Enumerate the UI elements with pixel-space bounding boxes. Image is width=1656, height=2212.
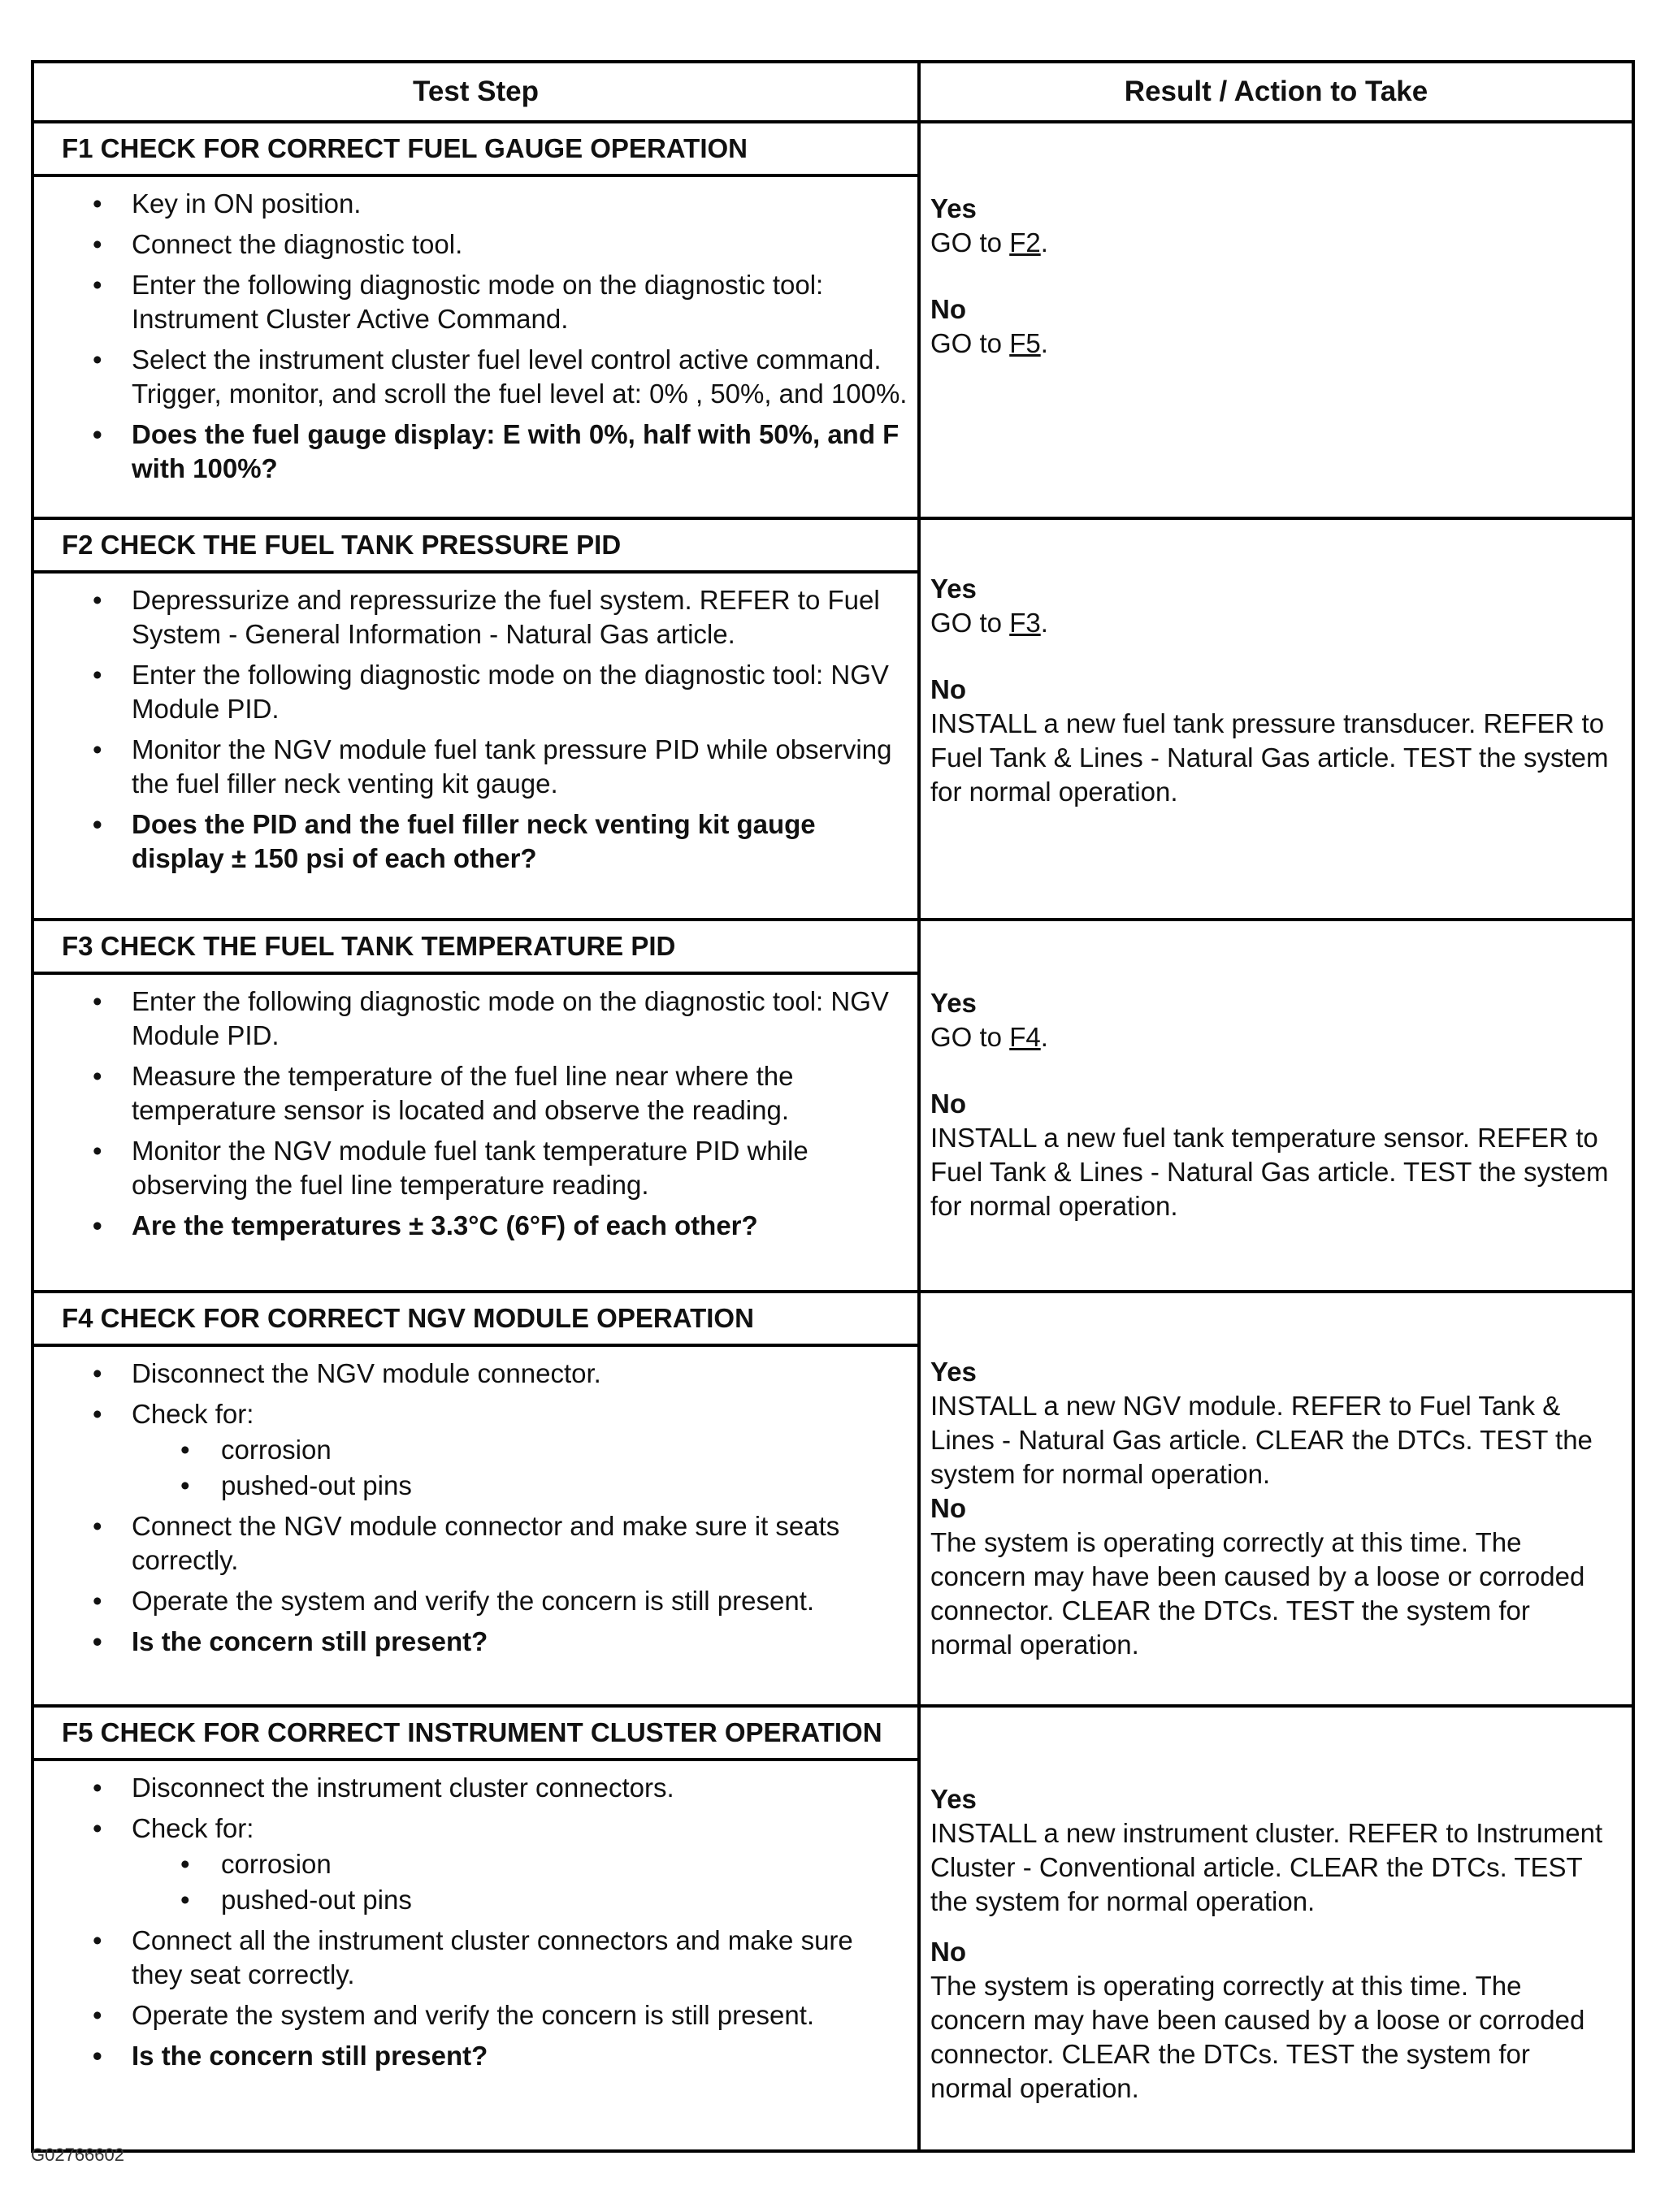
step-question: • Are the temperatures ± 3.3°C (6°F) of each other? <box>83 1209 911 1243</box>
step-subbullet: • corrosion <box>83 1847 911 1881</box>
step-subbullet: • pushed-out pins <box>83 1883 911 1917</box>
step-title: F1 CHECK FOR CORRECT FUEL GAUGE OPERATION <box>34 123 917 177</box>
step-bullet: • Connect all the instrument cluster connectors and make sure they seat correctly. <box>83 1924 911 1992</box>
step-bullet: • Disconnect the NGV module connector. <box>83 1357 911 1391</box>
table-row-f5 <box>34 1708 1632 2149</box>
no-text: The system is operating correctly at this time. The concern may have been caused by a loose or corroded connector. CLEAR the DTCs. TEST the system for normal operation. <box>930 1971 1585 2103</box>
step-bullet: • Check for: <box>83 1397 911 1431</box>
yes-label: Yes <box>930 574 977 604</box>
step-bullet: • Monitor the NGV module fuel tank temperature PID while observing the fuel line temperature reading. <box>83 1134 911 1202</box>
step-bullet: • Connect the diagnostic tool. <box>83 227 911 262</box>
step-title: F3 CHECK THE FUEL TANK TEMPERATURE PID <box>34 921 917 975</box>
no-text: GO to <box>930 328 1003 358</box>
step-bullet: • Disconnect the instrument cluster connectors. <box>83 1771 911 1805</box>
table-row-f2: F2 CHECK THE FUEL TANK PRESSURE PID • Depressurize and repressurize the fuel system. REFER to Fuel System - General Information - Natural Gas article. • Enter the following diagnostic mode on the diagnostic tool: NGV Module PID. • Monitor the NGV module fuel tank pressure PID while observing the fuel filler neck venting kit gauge. • Does the PID and the fuel filler neck venting kit gauge display ± 150 psi of each other? Yes GO to F3. No INSTALL a new fuel tank pressure transducer. REFER to Fuel Tank & Lines - Natural Gas article. TEST the system for normal operation. <box>34 520 1632 921</box>
yes-label: Yes <box>930 1784 977 1814</box>
header-test-step: Test Step <box>34 63 921 120</box>
header-result: Result / Action to Take <box>1124 76 1428 107</box>
diagnostic-table <box>31 60 1635 2153</box>
step-question: • Is the concern still present? <box>83 2039 911 2073</box>
step-bullet: • Measure the temperature of the fuel line near where the temperature sensor is located and observe the reading. <box>83 1059 911 1128</box>
step-subbullet: • pushed-out pins <box>83 1469 911 1503</box>
no-text: The system is operating correctly at this time. The concern may have been caused by a loose or corroded connector. CLEAR the DTCs. TEST the system for normal operation. <box>930 1527 1585 1660</box>
step-question: • Is the concern still present? <box>83 1625 911 1659</box>
step-bullet: • Depressurize and repressurize the fuel system. REFER to Fuel System - General Information - Natural Gas article. <box>83 583 911 651</box>
step-subbullet: • corrosion <box>83 1433 911 1467</box>
step-bullet: • Key in ON position. <box>83 187 911 221</box>
step-question: • Does the PID and the fuel filler neck venting kit gauge display ± 150 psi of each other? <box>83 807 911 876</box>
goto-f2-link[interactable]: F2 <box>1009 227 1041 258</box>
step-bullet: • Enter the following diagnostic mode on the diagnostic tool: Instrument Cluster Active Command. <box>83 268 911 336</box>
figure-id: G02766602 <box>31 2145 124 2165</box>
no-label: No <box>930 1089 966 1119</box>
table-row-f1: F1 CHECK FOR CORRECT FUEL GAUGE OPERATION • Key in ON position. • Connect the diagnostic tool. • Enter the following diagnostic mode on the diagnostic tool: Instrument Cluster Active Command. • Select the instrument cluster fuel level control active command. Trigger, monitor, and scroll the fuel level at: 0% , 50%, and 100%. • Does the fuel gauge display: E with 0%, half with 50%, and F with 100%? Yes GO to F2. No GO to F5. <box>34 123 1632 520</box>
goto-f3-link[interactable]: F3 <box>1009 608 1041 638</box>
goto-f5-link[interactable]: F5 <box>1009 328 1041 358</box>
yes-text: GO to <box>930 227 1003 258</box>
step-bullet: • Connect the NGV module connector and make sure it seats correctly. <box>83 1509 911 1578</box>
step-bullet: • Operate the system and verify the concern is still present. <box>83 1998 911 2032</box>
yes-text: INSTALL a new NGV module. REFER to Fuel Tank & Lines - Natural Gas article. CLEAR the DTCs. TEST the system for normal operation. <box>930 1391 1593 1489</box>
step-bullet: • Select the instrument cluster fuel level control active command. Trigger, monitor, and scroll the fuel level at: 0% , 50%, and 100%. <box>83 343 911 411</box>
step-title: F4 CHECK FOR CORRECT NGV MODULE OPERATION <box>34 1293 917 1347</box>
step-bullet: • Enter the following diagnostic mode on the diagnostic tool: NGV Module PID. <box>83 985 911 1053</box>
step-title: F5 CHECK FOR CORRECT INSTRUMENT CLUSTER OPERATION <box>34 1708 917 1761</box>
yes-label: Yes <box>930 988 977 1018</box>
yes-label: Yes <box>930 1357 977 1387</box>
step-bullet: • Monitor the NGV module fuel tank pressure PID while observing the fuel filler neck venting kit gauge. <box>83 733 911 801</box>
yes-text: INSTALL a new instrument cluster. REFER to Instrument Cluster - Conventional article. CLEAR the DTCs. TEST the system for normal operation. <box>930 1818 1603 1916</box>
step-bullet: • Check for: <box>83 1812 911 1846</box>
step-bullet: • Operate the system and verify the concern is still present. <box>83 1584 911 1618</box>
yes-text: GO to <box>930 608 1003 638</box>
no-text: INSTALL a new fuel tank temperature sensor. REFER to Fuel Tank & Lines - Natural Gas article. TEST the system for normal operation. <box>930 1123 1609 1221</box>
yes-text: GO to <box>930 1022 1003 1052</box>
no-label: No <box>930 1937 966 1967</box>
table-header <box>34 63 1632 123</box>
yes-label: Yes <box>930 193 977 223</box>
no-label: No <box>930 674 966 704</box>
step-bullet: • Enter the following diagnostic mode on the diagnostic tool: NGV Module PID. <box>83 658 911 726</box>
goto-f4-link[interactable]: F4 <box>1009 1022 1041 1052</box>
no-label: No <box>930 1493 966 1523</box>
step-question: • Does the fuel gauge display: E with 0%, half with 50%, and F with 100%? <box>83 418 911 486</box>
table-row-f3: F3 CHECK THE FUEL TANK TEMPERATURE PID • Enter the following diagnostic mode on the diagnostic tool: NGV Module PID. • Measure the temperature of the fuel line near where the temperature sensor is located and observe the reading. • Monitor the NGV module fuel tank temperature PID while observing the fuel line temperature reading. • Are the temperatures ± 3.3°C (6°F) of each other? Yes GO to F4. No INSTALL a new fuel tank temperature sensor. REFER to Fuel Tank & Lines - Natural Gas article. TEST the system for normal operation. <box>34 921 1632 1293</box>
no-label: No <box>930 294 966 324</box>
table-row-f4 <box>34 1293 1632 1708</box>
no-text: INSTALL a new fuel tank pressure transducer. REFER to Fuel Tank & Lines - Natural Gas article. TEST the system for normal operation. <box>930 708 1609 807</box>
step-title: F2 CHECK THE FUEL TANK PRESSURE PID <box>34 520 917 574</box>
